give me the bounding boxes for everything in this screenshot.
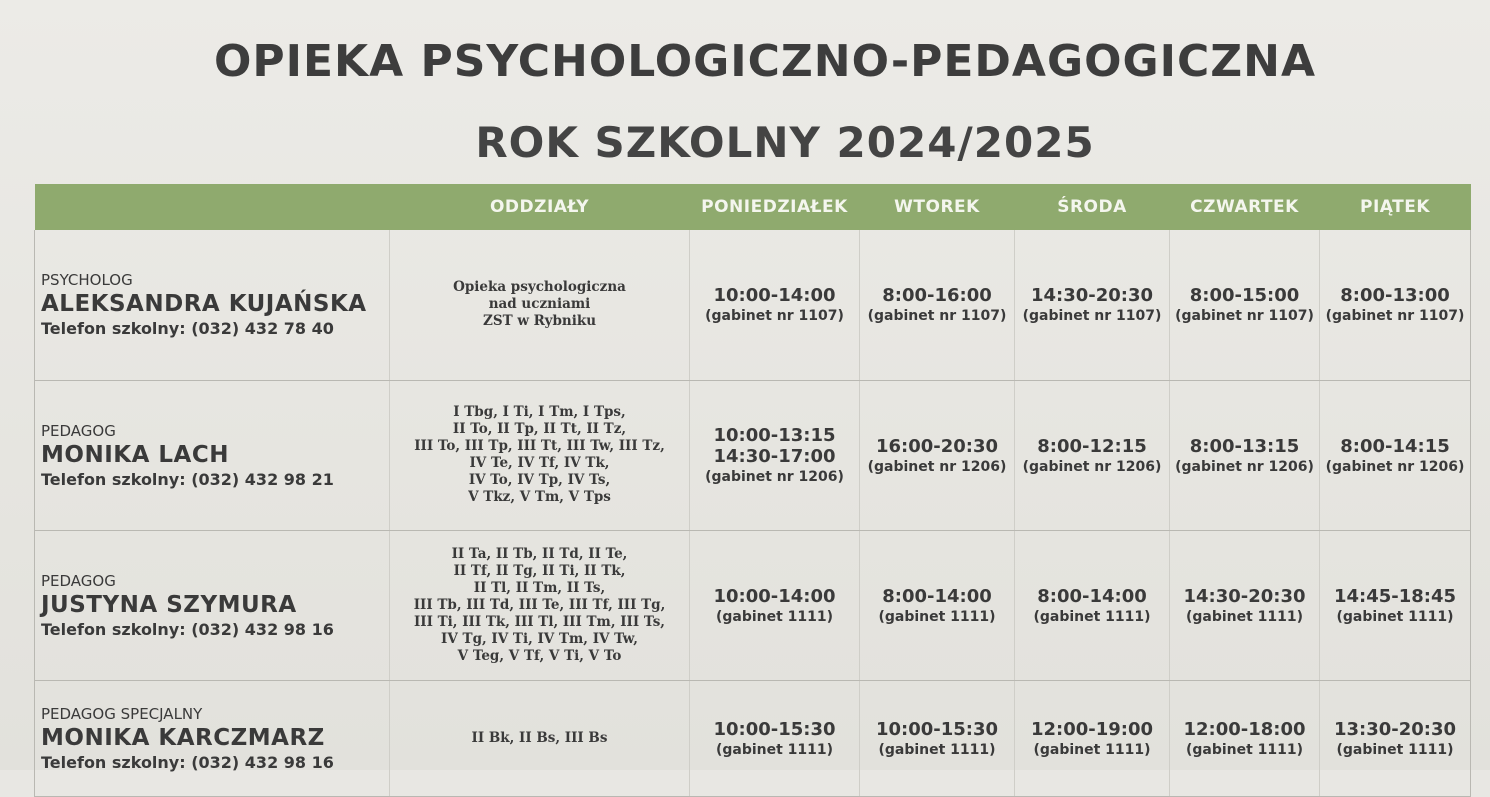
day-room: (gabinet nr 1206) (705, 469, 844, 485)
day-room: (gabinet nr 1107) (705, 308, 844, 325)
day-cell (690, 380, 860, 530)
page-title: OPIEKA PSYCHOLOGICZNO-PEDAGOGICZNA (213, 36, 1317, 87)
day-cell (690, 230, 860, 380)
day-room: (gabinet 1111) (1185, 741, 1304, 758)
day-room: (gabinet nr 1206) (1022, 458, 1162, 475)
day-hours: 10:00-13:15 14:30-17:00 (713, 425, 836, 467)
day-hours: 12:00-19:00 (1030, 718, 1154, 740)
person-role: PEDAGOG (41, 421, 116, 440)
person-phone: Telefon szkolny: (032) 432 98 16 (41, 619, 334, 639)
day-cell (860, 380, 1015, 530)
classes-list: II Ta, II Tb, II Td, II Te, II Tf, II Tg, II Ti, II Tk, II Tl, II Tm, II Ts, III Tb, III Td, III Te, III Tf, III Tg, III Ti, III Tk, III Tl, III Tm, III Ts, IV Tg, IV Ti, IV Tm, IV Tw, V Teg, V Tf, V Ti, V To (413, 545, 666, 664)
person-name: MONIKA LACH (41, 441, 229, 468)
day-hours: 8:00-15:00 (1189, 285, 1300, 307)
table-row (35, 230, 1471, 380)
day-room: (gabinet 1111) (1185, 608, 1304, 625)
day-cell (1015, 230, 1170, 380)
day-room: (gabinet nr 1107) (867, 308, 1007, 325)
day-hours: 10:00-15:30 (875, 718, 999, 740)
classes-cell (390, 530, 690, 680)
day-hours: 12:00-18:00 (1183, 718, 1306, 740)
classes-cell (390, 680, 690, 796)
day-cell (1170, 680, 1320, 796)
day-hours: 8:00-14:00 (882, 585, 992, 607)
schedule-table (34, 184, 1471, 797)
day-cell (690, 680, 860, 796)
day-cell (1170, 530, 1320, 680)
day-hours: 10:00-15:30 (713, 718, 836, 740)
person-cell (35, 680, 390, 796)
header-wednesday: ŚRODA (1015, 184, 1170, 230)
day-room: (gabinet nr 1107) (1022, 308, 1162, 325)
day-room: (gabinet 1111) (1336, 741, 1454, 758)
day-room: (gabinet nr 1206) (1175, 458, 1314, 475)
person-phone: Telefon szkolny: (032) 432 98 21 (41, 469, 334, 489)
person-name: JUSTYNA SZYMURA (41, 591, 297, 618)
day-cell (1170, 230, 1320, 380)
day-cell (1015, 380, 1170, 530)
day-room: (gabinet nr 1107) (1175, 308, 1314, 325)
person-cell (35, 530, 390, 680)
day-hours: 13:30-20:30 (1333, 718, 1457, 740)
day-room: (gabinet 1111) (1033, 608, 1151, 625)
header-person (35, 184, 390, 230)
person-name: MONIKA KARCZMARZ (41, 724, 325, 751)
person-cell (35, 380, 390, 530)
day-room: (gabinet 1111) (1033, 741, 1151, 758)
day-cell (1320, 530, 1471, 680)
classes-list: II Bk, II Bs, III Bs (471, 729, 608, 746)
table-row (35, 530, 1471, 680)
day-hours: 14:30-20:30 (1030, 285, 1154, 307)
person-role: PEDAGOG SPECJALNY (41, 704, 203, 723)
header-classes: ODDZIAŁY (390, 184, 690, 230)
day-cell (860, 680, 1015, 796)
day-room: (gabinet nr 1206) (867, 458, 1007, 475)
day-cell (1170, 380, 1320, 530)
day-room: (gabinet 1111) (878, 608, 996, 625)
page-subtitle: ROK SZKOLNY 2024/2025 (475, 118, 1095, 167)
day-hours: 16:00-20:30 (875, 435, 999, 457)
day-cell (1320, 680, 1471, 796)
header-tuesday: WTOREK (860, 184, 1015, 230)
day-cell (690, 530, 860, 680)
day-hours: 8:00-14:00 (1037, 585, 1147, 607)
header-friday: PIĄTEK (1320, 184, 1471, 230)
day-hours: 8:00-12:15 (1037, 435, 1147, 457)
table-row (35, 680, 1471, 796)
person-cell (35, 230, 390, 380)
day-hours: 14:30-20:30 (1183, 585, 1306, 607)
person-role: PEDAGOG (41, 571, 116, 590)
person-phone: Telefon szkolny: (032) 432 78 40 (41, 319, 334, 339)
day-room: (gabinet 1111) (715, 608, 834, 625)
day-room: (gabinet 1111) (878, 741, 996, 758)
day-cell (1015, 530, 1170, 680)
header-monday: PONIEDZIAŁEK (690, 184, 860, 230)
day-cell (1015, 680, 1170, 796)
classes-list: I Tbg, I Ti, I Tm, I Tps, II To, II Tp, II Tt, II Tz, III To, III Tp, III Tt, III Tw, III Tz, IV Te, IV Tf, IV Tk, IV To, IV Tp, IV Ts, V Tkz, V Tm, V Tps (414, 404, 665, 505)
classes-cell (390, 230, 690, 380)
classes-cell (390, 380, 690, 530)
day-room: (gabinet nr 1206) (1325, 458, 1465, 475)
day-hours: 8:00-13:15 (1189, 435, 1300, 457)
day-cell (1320, 380, 1471, 530)
day-hours: 14:45-18:45 (1333, 585, 1457, 607)
day-room: (gabinet nr 1107) (1325, 308, 1465, 325)
table-row (35, 380, 1471, 530)
header-thursday: CZWARTEK (1170, 184, 1320, 230)
day-room: (gabinet 1111) (1336, 608, 1454, 625)
day-hours: 8:00-13:00 (1340, 285, 1450, 307)
table-header-row (35, 184, 1471, 230)
day-cell (1320, 230, 1471, 380)
day-cell (860, 530, 1015, 680)
person-role: PSYCHOLOG (41, 271, 133, 290)
day-hours: 10:00-14:00 (713, 585, 836, 607)
day-hours: 8:00-16:00 (882, 285, 992, 307)
day-hours: 8:00-14:15 (1340, 435, 1450, 457)
classes-list: Opieka psychologiczna nad uczniami ZST w Rybniku (453, 279, 626, 330)
person-name: ALEKSANDRA KUJAŃSKA (41, 291, 367, 318)
day-cell (860, 230, 1015, 380)
day-hours: 10:00-14:00 (713, 285, 836, 307)
person-phone: Telefon szkolny: (032) 432 98 16 (41, 752, 334, 772)
day-room: (gabinet 1111) (715, 741, 834, 758)
